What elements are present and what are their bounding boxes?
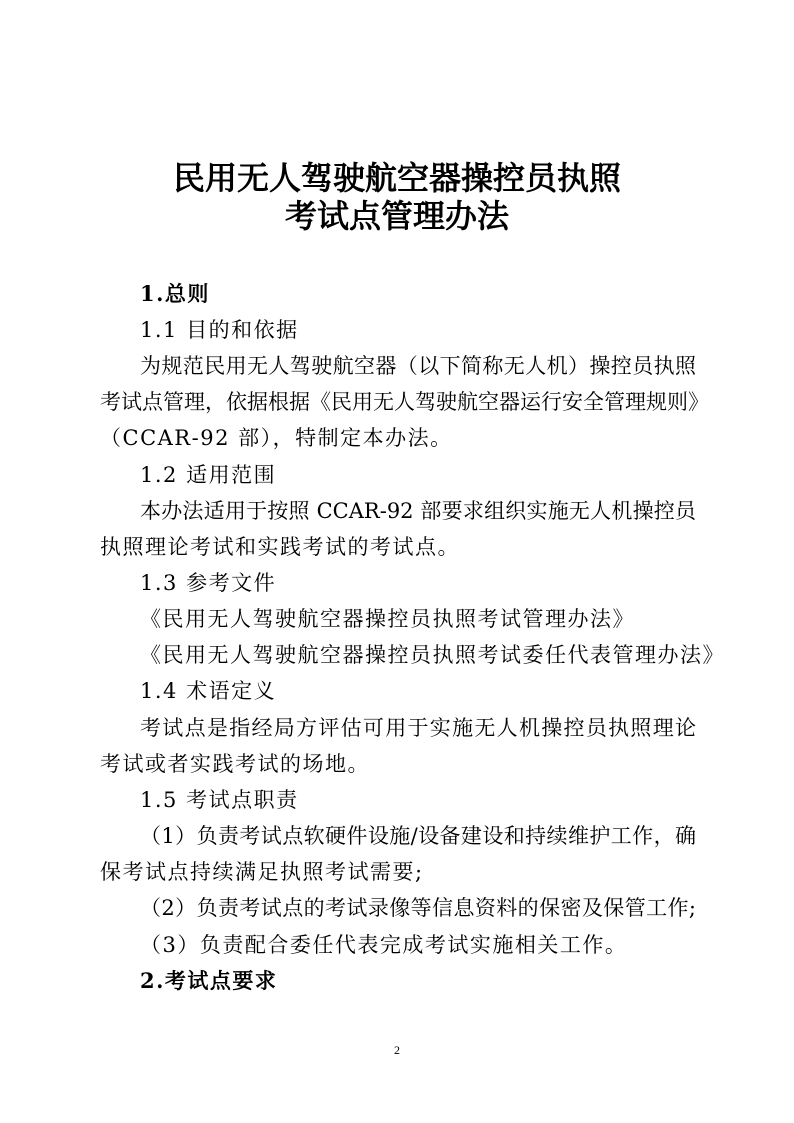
paragraph-line: 执照理论考试和实践考试的考试点。 [100,535,460,559]
duty-item-1: （1）负责考试点软硬件设施/设备建设和持续维护工作，确 [140,824,696,848]
section-heading-1: 1.总则 [140,281,210,306]
subsection-heading-1-4: 1.4 术语定义 [140,679,277,703]
document-title-line-2: 考试点管理办法 [284,197,509,235]
subsection-heading-1-1: 1.1 目的和依据 [140,318,299,342]
subsection-heading-1-3: 1.3 参考文件 [140,571,277,595]
duty-item-1-continued: 保考试点持续满足执照考试需要; [100,860,424,884]
subsection-heading-1-2: 1.2 适用范围 [140,463,277,487]
paragraph-line: 为规范民用无人驾驶航空器（以下简称无人机）操控员执照 [140,354,696,378]
duty-item-2: （2）负责考试点的考试录像等信息资料的保密及保管工作; [140,896,696,920]
paragraph-line: 考试点是指经局方评估可用于实施无人机操控员执照理论 [140,716,696,740]
duty-item-3: （3）负责配合委任代表完成考试实施相关工作。 [140,933,628,957]
page-number: 2 [394,1043,400,1057]
reference-item: 《民用无人驾驶航空器操控员执照考试管理办法》 [140,607,635,631]
document-title-line-1: 民用无人驾驶航空器操控员执照 [172,159,621,197]
paragraph-line: 考试或者实践考试的场地。 [100,752,370,776]
paragraph-line: 本办法适用于按照 CCAR-92 部要求组织实施无人机操控员 [140,499,696,523]
reference-item: 《民用无人驾驶航空器操控员执照考试委任代表管理办法》 [140,643,725,667]
section-heading-2: 2.考试点要求 [140,968,278,993]
paragraph-line: （CCAR-92 部），特制定本办法。 [100,426,453,450]
paragraph-line: 考试点管理，依据根据《民用无人驾驶航空器运行安全管理规则》 [100,390,709,414]
subsection-heading-1-5: 1.5 考试点职责 [140,788,299,812]
